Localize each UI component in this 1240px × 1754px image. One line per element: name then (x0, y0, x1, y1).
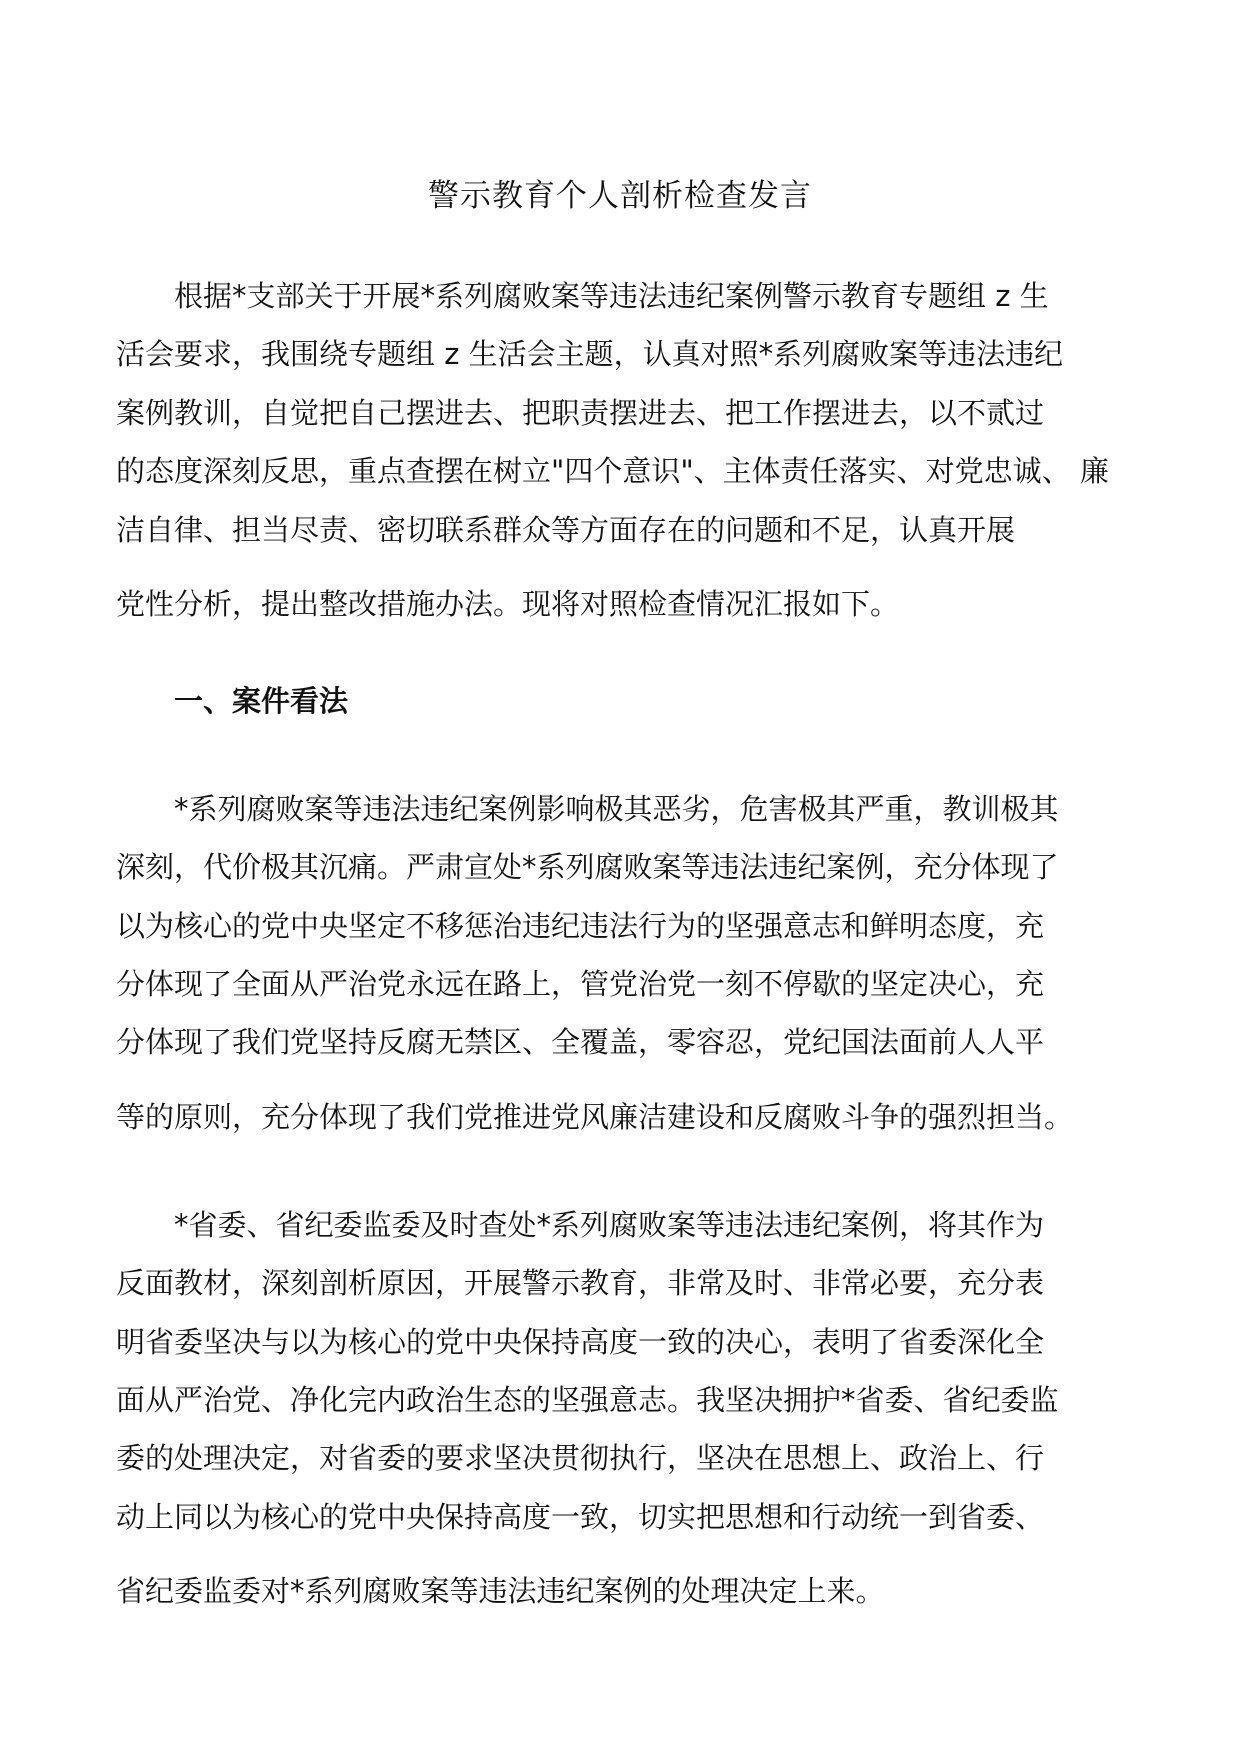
paragraph-2-line-1: *系列腐败案等违法违纪案例影响极其恶劣，危害极其严重，教训极其 (116, 792, 1059, 826)
paragraph-3-line-5: 委的处理决定，对省委的要求坚决贯彻执行，坚决在思想上、政治上、行 (116, 1441, 1045, 1475)
paragraph-1-line-5: 洁自律、担当尽责、密切联系群众等方面存在的问题和不足，认真开展 (116, 513, 1016, 547)
paragraph-1-line-4: 的态度深刻反思，重点查摆在树立"四个意识"、主体责任落实、对党忠诚、 廉 (116, 454, 1109, 488)
paragraph-3-line-7: 省纪委监委对*系列腐败案等违法违纪案例的处理决定上来。 (116, 1574, 885, 1608)
section-1-heading: 一、案件看法 (116, 684, 349, 718)
paragraph-1-line-1: 根据*支部关于开展*系列腐败案等违法违纪案例警示教育专题组 z 生 (116, 279, 1049, 313)
paragraph-1-line-2: 活会要求，我围绕专题组 z 生活会主题，认真对照*系列腐败案等违法违纪 (116, 337, 1064, 371)
paragraph-3-line-1: *省委、省纪委监委及时查处*系列腐败案等违法违纪案例，将其作为 (116, 1208, 1045, 1242)
paragraph-3-line-6: 动上同以为核心的党中央保持高度一致，切实把思想和行动统一到省委、 (116, 1500, 1045, 1534)
paragraph-3-line-3: 明省委坚决与以为核心的党中央保持高度一致的决心，表明了省委深化全 (116, 1325, 1045, 1359)
document-title: 警示教育个人剖析检查发言 (428, 178, 812, 214)
paragraph-2-line-3: 以为核心的党中央坚定不移惩治违纪违法行为的坚强意志和鲜明态度，充 (116, 909, 1045, 943)
paragraph-2-line-5: 分体现了我们党坚持反腐无禁区、全覆盖，零容忍，党纪国法面前人人平 (116, 1025, 1045, 1059)
paragraph-2-line-6: 等的原则，充分体现了我们党推进党风廉洁建设和反腐败斗争的强烈担当。 (116, 1100, 1074, 1134)
paragraph-2-line-4: 分体现了全面从严治党永远在路上，管党治党一刻不停歇的坚定决心，充 (116, 967, 1045, 1001)
paragraph-1-line-3: 案例教训，自觉把自己摆进去、把职责摆进去、把工作摆进去，以不贰过 (116, 396, 1045, 430)
paragraph-1-line-6: 党性分析，提出整改措施办法。现将对照检查情况汇报如下。 (116, 587, 900, 621)
paragraph-3-line-2: 反面教材，深刻剖析原因，开展警示教育，非常及时、非常必要，充分表 (116, 1266, 1045, 1300)
paragraph-3-line-4: 面从严治党、净化完内政治生态的坚强意志。我坚决拥护*省委、省纪委监 (116, 1383, 1059, 1417)
paragraph-2-line-2: 深刻，代价极其沉痛。严肃宣处*系列腐败案等违法违纪案例，充分体现了 (116, 850, 1059, 884)
